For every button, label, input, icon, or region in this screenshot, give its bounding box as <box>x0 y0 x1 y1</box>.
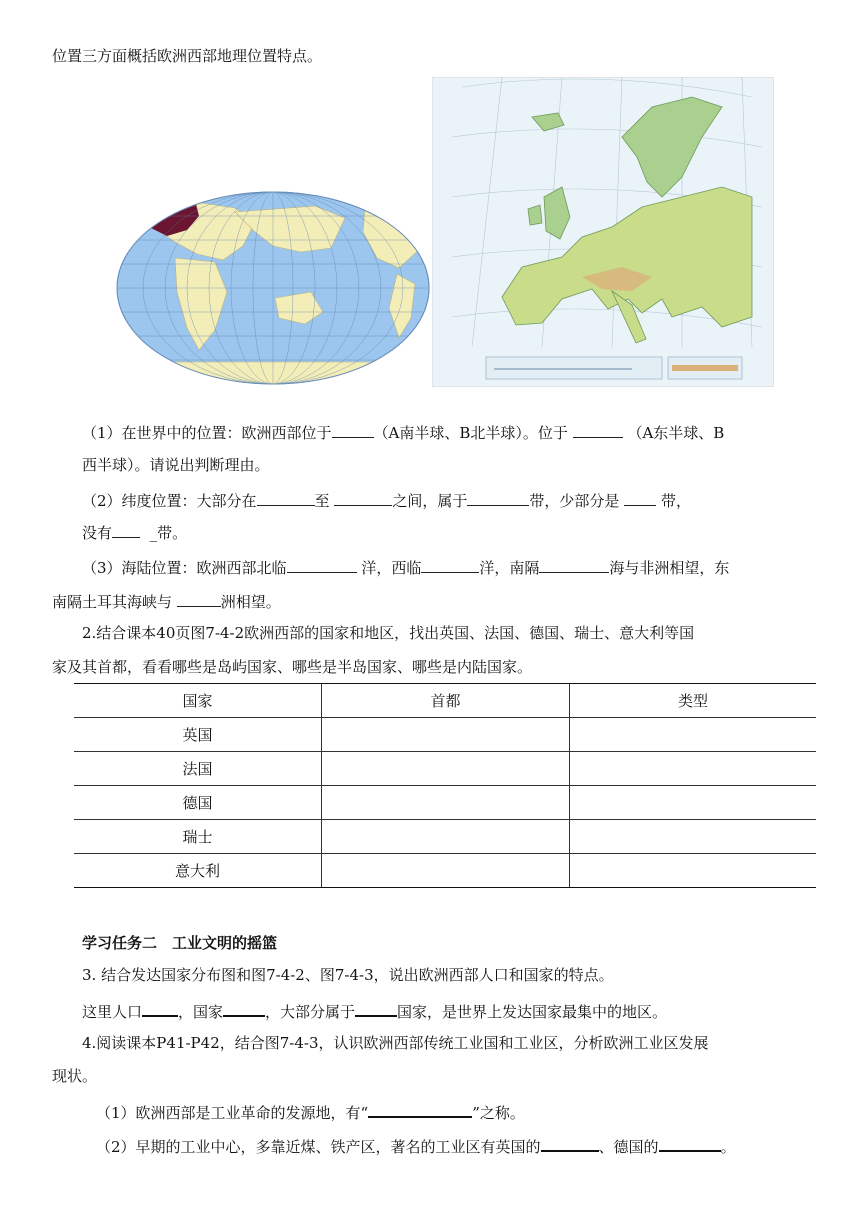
table-row <box>74 786 816 820</box>
blank-hemisphere-ew[interactable] <box>573 421 623 438</box>
table-row <box>74 854 816 888</box>
countries-table <box>74 683 816 888</box>
q4-1-text-b: ”之称。 <box>472 1104 525 1122</box>
cell-type[interactable] <box>570 854 817 888</box>
q1-text-b: （A南半球、B北半球）。位于 <box>373 424 568 442</box>
q1-line1 <box>82 421 724 443</box>
blank-lat-from[interactable] <box>257 489 315 506</box>
blank-south-sea[interactable] <box>539 556 609 573</box>
q3-text-b: 洋，西临 <box>361 559 422 577</box>
q1-text-c: （A东半球、B <box>627 424 725 442</box>
q3-text-f: 洲相望。 <box>220 593 281 611</box>
blank-north-ocean[interactable] <box>287 556 357 573</box>
cell-country: 英国 <box>74 718 322 752</box>
q3b-text-c: ，大部分属于 <box>265 1003 356 1021</box>
blank-nickname[interactable] <box>368 1100 472 1118</box>
q3b-line: 3. 结合发达国家分布图和图7-4-2、图7-4-3，说出欧洲西部人口和国家的特点。 <box>82 966 614 984</box>
cell-country: 法国 <box>74 752 322 786</box>
q2-line2 <box>82 521 187 543</box>
q1-text-a: （1）在世界中的位置：欧洲西部位于 <box>82 424 332 442</box>
q4-2-line <box>96 1134 736 1157</box>
q4-line1: 4.阅读课本P41-P42，结合图7-4-3，认识欧洲西部传统工业国和工业区，分析欧洲工业区发展 <box>82 1034 709 1052</box>
task2-line2: 家及其首都，看看哪些是岛屿国家、哪些是半岛国家、哪些是内陆国家。 <box>52 658 533 676</box>
q3-text-a: （3）海陆位置：欧洲西部北临 <box>82 559 287 577</box>
blank-west-ocean[interactable] <box>421 556 479 573</box>
cell-capital[interactable] <box>322 752 570 786</box>
q4-2-text-b: 、德国的 <box>598 1138 659 1156</box>
header-capital: 首都 <box>322 684 570 718</box>
q4-1-line <box>96 1100 525 1123</box>
q4-line2: 现状。 <box>52 1067 98 1085</box>
q3b-text-a: 这里人口 <box>82 1003 143 1021</box>
blank-zone-none[interactable] <box>112 521 140 538</box>
q3-line1 <box>82 556 729 578</box>
blank-hemisphere-ns[interactable] <box>332 421 374 438</box>
cell-capital[interactable] <box>322 854 570 888</box>
q2-text-a: （2）纬度位置：大部分在 <box>82 492 257 510</box>
table-header-row <box>74 684 816 718</box>
q1-line2: 西半球）。请说出判断理由。 <box>82 456 270 474</box>
q3-text-c: 洋，南隔 <box>479 559 540 577</box>
cell-country: 瑞士 <box>74 820 322 854</box>
cell-country: 德国 <box>74 786 322 820</box>
q4-2-text-a: （2）早期的工业中心，多靠近煤、铁产区，著名的工业区有英国的 <box>96 1138 541 1156</box>
header-type: 类型 <box>570 684 817 718</box>
table-row <box>74 718 816 752</box>
q2-text-f: 没有 <box>82 524 113 542</box>
q2-text-c: 之间，属于 <box>392 492 468 510</box>
cell-type[interactable] <box>570 718 817 752</box>
q2-text-e: 带， <box>660 492 691 510</box>
task2-line1: 2.结合课本40页图7-4-2欧洲西部的国家和地区，找出英国、法国、德国、瑞士、意大利等国 <box>82 624 695 642</box>
blank-zone-main[interactable] <box>467 489 529 506</box>
europe-map-figure <box>432 77 774 387</box>
blank-uk-region[interactable] <box>541 1134 599 1152</box>
world-map-figure <box>115 188 431 388</box>
q4-2-text-c: 。 <box>720 1138 736 1156</box>
q2-text-b: 至 <box>314 492 330 510</box>
header-country: 国家 <box>74 684 322 718</box>
q3-text-d: 海与非洲相望，东 <box>609 559 730 577</box>
blank-countries[interactable] <box>223 999 265 1017</box>
q4-1-text-a: （1）欧洲西部是工业革命的发源地，有“ <box>96 1104 369 1122</box>
q3b-fill-line <box>82 999 667 1022</box>
q3-line2 <box>52 590 281 612</box>
table-row <box>74 752 816 786</box>
blank-continent[interactable] <box>177 590 221 607</box>
q3b-text-d: 国家，是世界上发达国家最集中的地区。 <box>397 1003 668 1021</box>
cell-type[interactable] <box>570 820 817 854</box>
cell-capital[interactable] <box>322 820 570 854</box>
cell-type[interactable] <box>570 752 817 786</box>
blank-zone-minor[interactable] <box>624 489 656 506</box>
intro-line: 位置三方面概括欧洲西部地理位置特点。 <box>52 47 323 65</box>
blank-lat-to[interactable] <box>334 489 392 506</box>
cell-country: 意大利 <box>74 854 322 888</box>
q3b-text-b: ，国家 <box>178 1003 224 1021</box>
blank-country-type[interactable] <box>355 999 397 1017</box>
blank-de-region[interactable] <box>659 1134 721 1152</box>
cell-type[interactable] <box>570 786 817 820</box>
cell-capital[interactable] <box>322 786 570 820</box>
section2-title: 学习任务二 工业文明的摇篮 <box>82 934 278 952</box>
q2-text-d: 带，少部分是 <box>529 492 620 510</box>
q2-line1 <box>82 489 691 511</box>
blank-population[interactable] <box>142 999 178 1017</box>
cell-capital[interactable] <box>322 718 570 752</box>
table-row <box>74 820 816 854</box>
q3-text-e: 南隔土耳其海峡与 <box>52 593 173 611</box>
q2-text-g: _带。 <box>149 524 188 542</box>
